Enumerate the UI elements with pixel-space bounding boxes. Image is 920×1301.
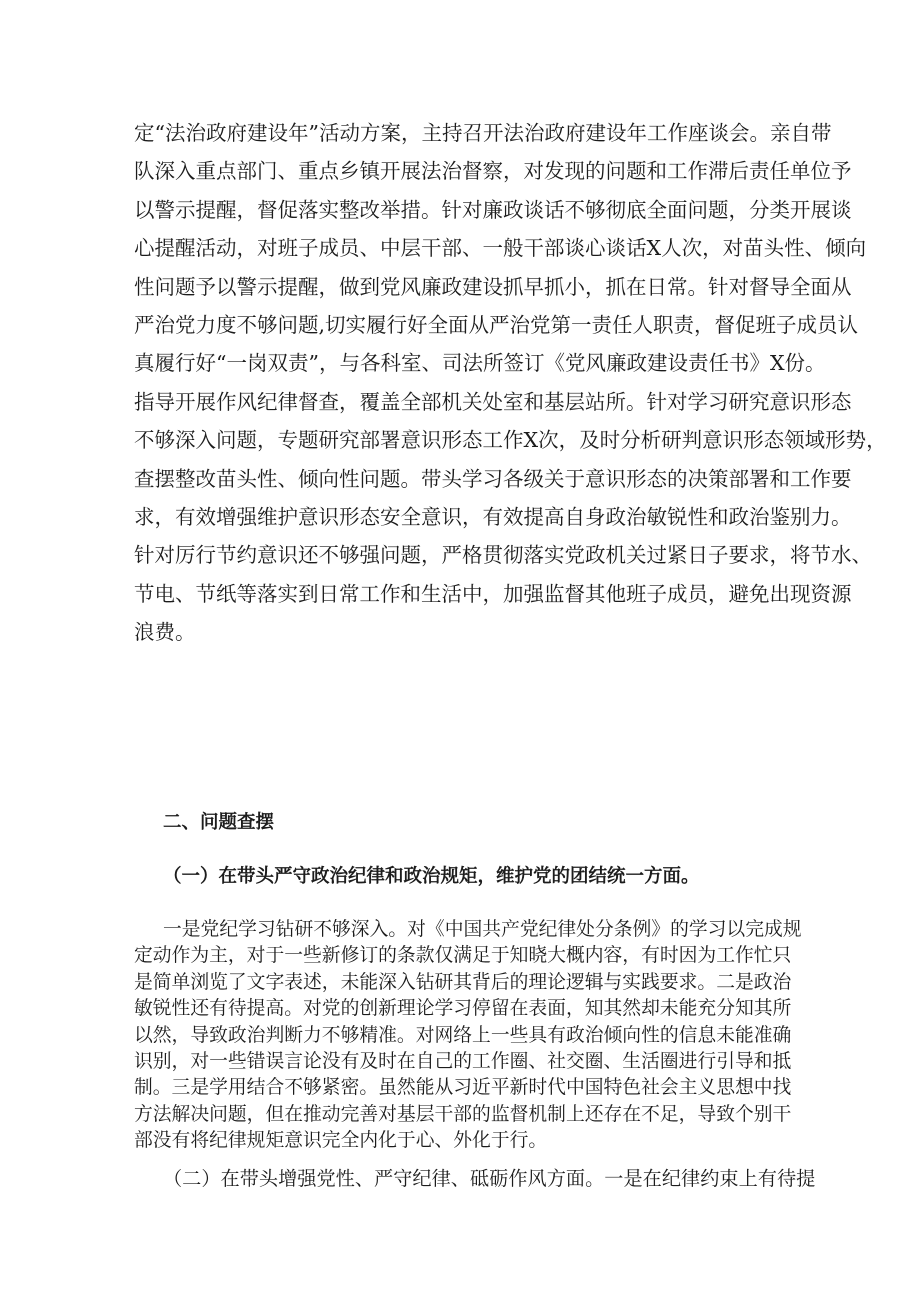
text-line: 节电、节纸等落实到日常工作和生活中，加强监督其他班子成员，避免出现资源 xyxy=(134,581,852,606)
text-line: 是简单浏览了文字表述，未能深入钻研其背后的理论逻辑与实践要求。二是政治 xyxy=(134,971,792,993)
subsection-heading: （一）在带头严守政治纪律和政治规矩，维护党的团结统一方面。 xyxy=(163,866,700,887)
text-line: 定“法治政府建设年”活动方案，主持召开法治政府建设年工作座谈会。亲自带 xyxy=(134,121,832,145)
body-paragraph-1 xyxy=(134,114,887,652)
text-line: 以然，导致政治判断力不够精准。对网络上一些具有政治倾向性的信息未能准确 xyxy=(134,1024,792,1046)
text-line: 浪费。 xyxy=(134,620,196,645)
text-line: 方法解决问题，但在推动完善对基层干部的监督机制上还存在不足，导致个别干 xyxy=(134,1103,792,1125)
text-line: 查摆整改苗头性、倾向性问题。带头学习各级关于意识形态的决策部署和工作要 xyxy=(134,466,852,491)
text-line: 以警示提醒，督促落实整改举措。针对廉政谈话不够彻底全面问题，分类开展谈 xyxy=(134,197,852,222)
text-line: 制。三是学用结合不够紧密。虽然能从习近平新时代中国特色社会主义思想中找 xyxy=(134,1077,792,1099)
text-line: 严治党力度不够问题,切实履行好全面从严治党第一责任人职责，督促班子成员认 xyxy=(134,313,859,338)
text-line: 识别，对一些错误言论没有及时在自己的工作圈、社交圈、生活圈进行引导和抵 xyxy=(134,1051,792,1073)
text-line: 一是党纪学习钻研不够深入。对《中国共产党纪律处分条例》的学习以完成规 xyxy=(163,919,802,940)
text-line: 针对厉行节约意识还不够强问题，严格贯彻落实党政机关过紧日子要求，将节水、 xyxy=(134,543,872,568)
text-line: 定动作为主，对于一些新修订的条款仅满足于知晓大概内容，有时因为工作忙只 xyxy=(134,945,792,967)
text-line: 队深入重点部门、重点乡镇开展法治督察，对发现的问题和工作滞后责任单位予 xyxy=(134,159,852,184)
body-paragraph-3: （二）在带头增强党性、严守纪律、砥砺作风方面。一是在纪律约束上有待提 xyxy=(163,1167,816,1190)
text-line: 部没有将纪律规矩意识完全内化于心、外化于行。 xyxy=(134,1130,548,1152)
text-line: 指导开展作风纪律督查，覆盖全部机关处室和基层站所。针对学习研究意识形态 xyxy=(134,389,852,414)
body-paragraph-2 xyxy=(134,917,802,1155)
section-heading: 二、问题查摆 xyxy=(163,812,275,833)
text-line: 心提醒活动，对班子成员、中层干部、一般干部谈心谈话X人次，对苗头性、倾向 xyxy=(134,236,867,261)
text-line: 求，有效增强维护意识形态安全意识，有效提高自身政治敏锐性和政治鉴别力。 xyxy=(134,505,852,530)
text-line: 真履行好“一岗双责”，与各科室、司法所签订《党风廉政建设责任书》X份。 xyxy=(134,351,826,376)
text-line: 不够深入问题，专题研究部署意识形态工作X次，及时分析研判意识形态领域形势， xyxy=(134,428,887,453)
text-line: 性问题予以警示提醒，做到党风廉政建设抓早抓小，抓在日常。针对督导全面从 xyxy=(134,274,852,299)
text-line: 敏锐性还有待提高。对党的创新理论学习停留在表面，知其然却未能充分知其所 xyxy=(134,998,792,1020)
